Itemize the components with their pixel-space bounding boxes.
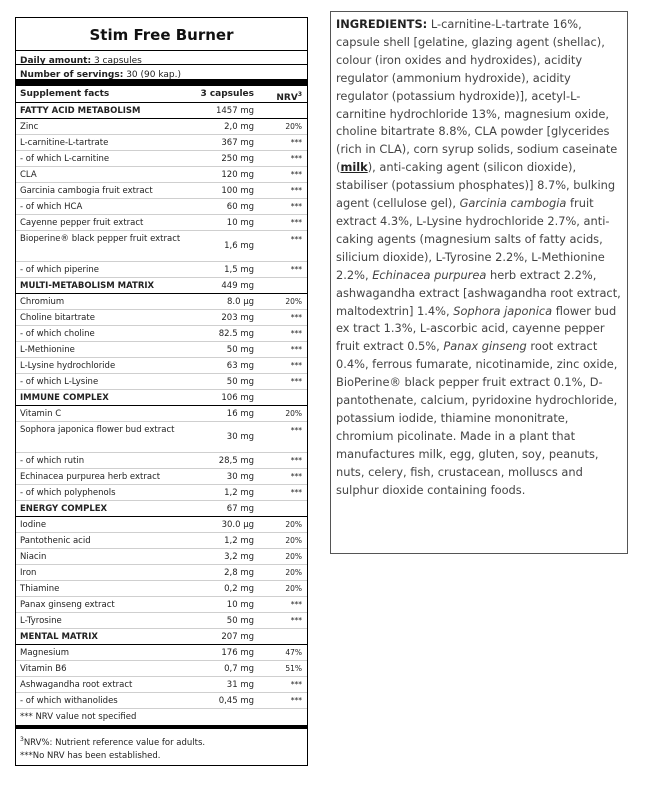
row-name: Panax ginseng extract	[20, 600, 115, 610]
row-nrv	[260, 501, 307, 516]
nutrient-row	[16, 565, 307, 581]
row-name: Garcinia cambogia fruit extract	[20, 186, 153, 196]
header-nrv	[260, 86, 307, 102]
nutrient-row	[16, 231, 307, 262]
servings-value: 30 (90 kap.)	[126, 70, 181, 80]
ingredients-text-5: flower bud ex tract 1.3%, L-ascorbic acid, cayenne pepper fruit extract 0.5%,	[336, 303, 617, 354]
row-nrv: ***	[290, 616, 302, 625]
row-nrv: ***	[290, 345, 302, 354]
row-nrv: 20%	[285, 536, 302, 545]
row-amount: 1,2 mg	[224, 488, 254, 498]
nutrient-row	[16, 294, 307, 310]
row-amount: 16 mg	[226, 409, 254, 419]
daily-amount	[16, 51, 307, 65]
row-name: MULTI-METABOLISM MATRIX	[20, 281, 155, 291]
row-nrv: 20%	[285, 520, 302, 529]
row-name: - of which piperine	[20, 265, 99, 275]
row-amount: 449 mg	[221, 281, 254, 291]
product-title: Stim Free Burner	[16, 18, 307, 51]
row-nrv: ***	[290, 377, 302, 386]
row-nrv: ***	[290, 265, 302, 274]
row-nrv	[260, 709, 307, 725]
nutrient-row	[16, 613, 307, 629]
row-name: Vitamin B6	[20, 664, 67, 674]
row-amount: 2,0 mg	[224, 122, 254, 132]
row-name: L-Methionine	[20, 345, 75, 355]
nutrient-row	[16, 597, 307, 613]
daily-amount-label: Daily amount:	[20, 56, 92, 66]
nutrient-row	[16, 135, 307, 151]
row-nrv: ***	[290, 186, 302, 195]
header-amount: 3 capsules	[200, 89, 254, 99]
row-amount: 367 mg	[221, 138, 254, 148]
row-name: - of which polyphenols	[20, 488, 116, 498]
nutrient-row	[16, 183, 307, 199]
row-amount: 60 mg	[226, 202, 254, 212]
row-name: Choline bitartrate	[20, 313, 95, 323]
nutrient-row	[16, 167, 307, 183]
row-nrv: 47%	[285, 648, 302, 657]
row-amount: 100 mg	[221, 186, 254, 196]
servings-label: Number of servings:	[20, 70, 124, 80]
row-name: FATTY ACID METABOLISM	[20, 106, 141, 116]
row-amount: 203 mg	[221, 313, 254, 323]
nutrient-row	[16, 693, 307, 709]
row-amount: 30.0 µg	[221, 520, 254, 530]
row-amount: 120 mg	[221, 170, 254, 180]
row-name: Ashwagandha root extract	[20, 680, 133, 690]
nutrient-row	[16, 374, 307, 390]
nutrient-row	[16, 215, 307, 231]
row-amount: 176 mg	[221, 648, 254, 658]
row-amount: 207 mg	[221, 632, 254, 642]
section-row	[16, 103, 307, 119]
row-name: IMMUNE COMPLEX	[20, 393, 109, 403]
row-amount: 8.0 µg	[226, 297, 254, 307]
footnotes	[16, 729, 307, 765]
row-nrv: ***	[290, 170, 302, 179]
row-amount: 50 mg	[226, 616, 254, 626]
row-name: Bioperine® black pepper fruit extract	[20, 234, 181, 244]
row-nrv: ***	[290, 329, 302, 338]
row-name: - of which HCA	[20, 202, 83, 212]
row-amount: 30 mg	[226, 432, 254, 442]
header-nrv-text: NRV	[276, 93, 298, 103]
row-amount: 30 mg	[226, 472, 254, 482]
row-name: Thiamine	[20, 584, 60, 594]
nutrient-row	[16, 661, 307, 677]
row-amount	[186, 709, 260, 725]
row-name: L-Tyrosine	[20, 616, 62, 626]
ingredient-sophora: Sophora japonica	[453, 303, 553, 318]
row-name: Pantothenic acid	[20, 536, 91, 546]
row-nrv: ***	[290, 488, 302, 497]
row-amount: 67 mg	[226, 504, 254, 514]
nutrient-row	[16, 199, 307, 215]
footnote-nrv	[20, 733, 303, 750]
row-nrv: 20%	[285, 297, 302, 306]
row-name: Iron	[20, 568, 37, 578]
section-row	[16, 390, 307, 406]
row-amount: 3,2 mg	[224, 552, 254, 562]
row-amount: 31 mg	[226, 680, 254, 690]
row-amount: 0,2 mg	[224, 584, 254, 594]
row-amount: 28,5 mg	[218, 456, 254, 466]
row-nrv: ***	[290, 218, 302, 227]
ingredients-text-1: L-carnitine-L-tartrate 16%, capsule shell [gelatine, glazing agent (shellac), colour (iron oxides and hydroxides), acidity regulator (ammonium hydroxide), acidity regulator (potassium hydroxide)], acetyl-L-carnitine hydrochloride 13%, magnesium oxide, choline bitartrate 8.8%, CLA powder [glycerides (rich in CLA), corn syrup solids, sodium caseinate (	[336, 17, 618, 175]
nutrient-row	[16, 549, 307, 565]
nutrient-row	[16, 262, 307, 278]
ingredients-text-2: ), anti-caking agent (silicon dioxide), stabiliser (potassium phosphates)] 8.7%, bulking agent (cellulose gel),	[336, 160, 616, 211]
row-nrv: ***	[290, 154, 302, 163]
row-amount: 2,8 mg	[224, 568, 254, 578]
row-name: *** NRV value not specified	[20, 712, 137, 722]
row-nrv: 51%	[285, 664, 302, 673]
ingredients-text-3: fruit extract 4.3%, L-Lysine hydrochloride 2.7%, anti-caking agents (magnesium salts of fatty acids, silicium dioxide), L-Tyrosine 2.2%, L-Methionine 2.2%,	[336, 196, 610, 282]
row-amount: 1,2 mg	[224, 536, 254, 546]
row-name: CLA	[20, 170, 37, 180]
row-nrv: ***	[290, 696, 302, 705]
daily-amount-value: 3 capsules	[93, 56, 142, 66]
row-nrv	[260, 390, 307, 405]
row-name: Iodine	[20, 520, 47, 530]
supplement-facts-panel	[15, 17, 308, 766]
row-name: Magnesium	[20, 648, 70, 658]
row-nrv: ***	[290, 472, 302, 481]
row-amount: 1457 mg	[215, 106, 254, 116]
section-row	[16, 629, 307, 645]
ingredient-echinacea: Echinacea purpurea	[372, 267, 487, 282]
row-amount: 63 mg	[226, 361, 254, 371]
allergen-milk: milk	[340, 160, 368, 175]
row-nrv: ***	[290, 361, 302, 370]
row-nrv: 20%	[285, 122, 302, 131]
row-name: - of which L-carnitine	[20, 154, 110, 164]
row-amount: 1,5 mg	[224, 265, 254, 275]
row-name: ENERGY COMPLEX	[20, 504, 108, 514]
row-nrv	[260, 103, 307, 118]
servings	[16, 65, 307, 79]
row-name: - of which choline	[20, 329, 95, 339]
ingredients-text-6: root extract 0.4%, ferrous fumarate, nicotinamide, zinc oxide, BioPerine® black pepper fruit extract 0.1%, D-pantothenate, calcium, pyridoxine hydrochloride, potassium iodide, thiamine mononitrate, chromium picolinate. Made in a plant that manufactures milk, egg, gluten, soy, peanuts, nuts, celery, fish, crustacean, molluscs and sulphur dioxide containing foods.	[336, 339, 618, 497]
nutrient-row	[16, 533, 307, 549]
row-amount: 0,45 mg	[218, 696, 254, 706]
nutrient-row	[16, 358, 307, 374]
footnote-no-nrv: ***No NRV has been established.	[20, 750, 161, 761]
row-name: Cayenne pepper fruit extract	[20, 218, 144, 228]
nutrient-row	[16, 151, 307, 167]
row-nrv: ***	[290, 600, 302, 609]
row-nrv: ***	[290, 456, 302, 465]
row-nrv: 20%	[285, 568, 302, 577]
row-nrv: 20%	[285, 584, 302, 593]
ingredient-panax: Panax ginseng	[443, 339, 527, 354]
section-row	[16, 278, 307, 294]
row-amount: 0,7 mg	[224, 664, 254, 674]
nutrient-row	[16, 406, 307, 422]
row-nrv: ***	[290, 138, 302, 147]
row-name: L-carnitine-L-tartrate	[20, 138, 109, 148]
row-nrv: ***	[290, 426, 302, 435]
row-amount: 82.5 mg	[218, 329, 254, 339]
row-name: Chromium	[20, 297, 65, 307]
row-name: Echinacea purpurea herb extract	[20, 472, 161, 482]
nutrient-row	[16, 581, 307, 597]
row-name: - of which rutin	[20, 456, 85, 466]
row-amount: 1,6 mg	[224, 241, 254, 251]
nutrient-row	[16, 326, 307, 342]
nutrient-row	[16, 517, 307, 533]
footnote-nrv-sup: 3	[20, 736, 24, 743]
row-amount: 10 mg	[226, 218, 254, 228]
row-name: Sophora japonica flower bud extract	[20, 425, 175, 435]
nutrient-row	[16, 645, 307, 661]
header-name: Supplement facts	[20, 89, 110, 99]
nutrient-row	[16, 342, 307, 358]
row-name: Zinc	[20, 122, 39, 132]
nutrient-row	[16, 677, 307, 693]
row-nrv: ***	[290, 680, 302, 689]
row-amount: 50 mg	[226, 345, 254, 355]
ingredients-text-4: herb extract 2.2%, ashwagandha extract [ashwagandha root extract, maltodextrin] 1.4%,	[336, 267, 621, 318]
nutrient-row	[16, 469, 307, 485]
row-amount: 106 mg	[221, 393, 254, 403]
nutrient-row	[16, 119, 307, 135]
row-amount: 10 mg	[226, 600, 254, 610]
row-nrv	[260, 278, 307, 293]
row-name: - of which withanolides	[20, 696, 118, 706]
row-name: Vitamin C	[20, 409, 62, 419]
facts-header-row	[16, 86, 307, 103]
row-name: - of which L-Lysine	[20, 377, 99, 387]
nutrient-row	[16, 422, 307, 453]
row-name: L-Lysine hydrochloride	[20, 361, 116, 371]
row-nrv	[260, 629, 307, 644]
facts-rows	[16, 103, 307, 725]
row-nrv: ***	[290, 313, 302, 322]
row-amount: 50 mg	[226, 377, 254, 387]
note-row	[16, 709, 307, 725]
footnote-nrv-text: NRV%: Nutrient reference value for adults.	[23, 737, 206, 748]
section-row	[16, 501, 307, 517]
row-nrv: 20%	[285, 552, 302, 561]
row-nrv: ***	[290, 202, 302, 211]
nutrient-row	[16, 485, 307, 501]
row-amount: 250 mg	[221, 154, 254, 164]
ingredient-garcinia: Garcinia cambogia	[459, 196, 567, 211]
header-nrv-sup: 3	[297, 91, 302, 98]
nutrient-row	[16, 453, 307, 469]
row-nrv: 20%	[285, 409, 302, 418]
ingredients-label: INGREDIENTS:	[336, 17, 428, 31]
row-nrv: ***	[290, 235, 302, 244]
ingredients-panel	[330, 11, 628, 554]
nutrient-row	[16, 310, 307, 326]
row-name: MENTAL MATRIX	[20, 632, 98, 642]
row-name: Niacin	[20, 552, 47, 562]
